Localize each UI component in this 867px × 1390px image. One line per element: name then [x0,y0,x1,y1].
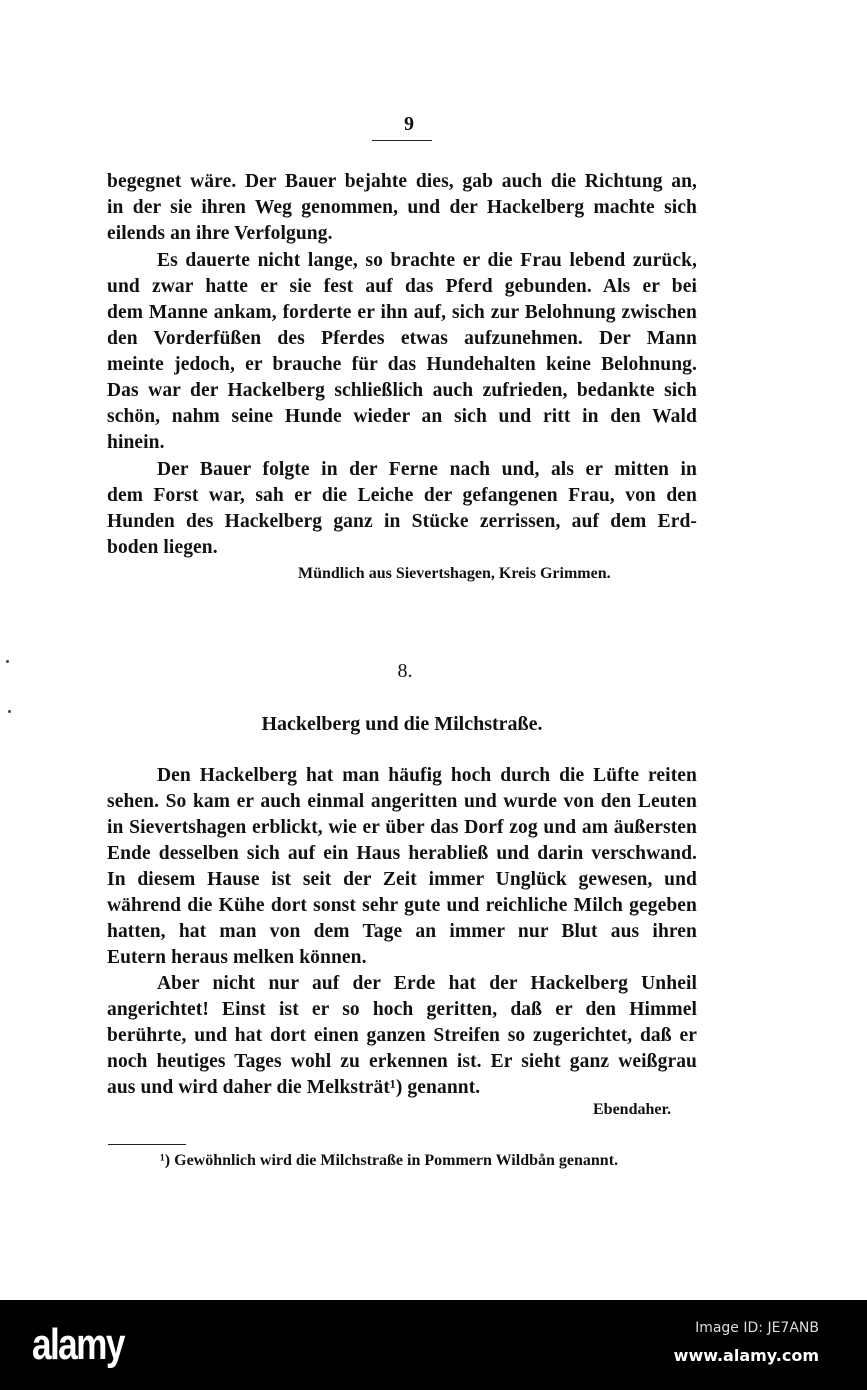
text-line: dem Manne ankam, forderte er ihn auf, sich zur Belohnung zwischen [107,302,697,323]
watermark-bar [0,1300,867,1390]
text-line: begegnet wäre. Der Bauer bejahte dies, gab auch die Richtung an, [107,171,697,192]
text-line: berührte, und hat dort einen ganzen Streifen so zugerichtet, daß er [107,1025,697,1046]
text-line: Der Bauer folgte in der Ferne nach und, als er mitten in [157,459,697,480]
text-line: boden liegen. [107,537,218,558]
text-line: schön, nahm seine Hunde wieder an sich und ritt in den Wald [107,406,697,427]
text-line: Es dauerte nicht lange, so brachte er die Frau lebend zurück, [157,250,697,271]
text-line: Ende desselben sich auf ein Haus herabließ und darin verschwand. [107,843,697,864]
footnote: ¹) Gewöhnlich wird die Milchstraße in Pommern Wildbån genannt. [160,1152,619,1169]
text-line: den Vorderfüßen des Pferdes etwas aufzunehmen. Der Mann [107,328,697,349]
text-line: angerichtet! Einst ist er so hoch geritten, daß er den Himmel [107,999,697,1020]
text-line: in Sievertshagen erblickt, wie er über das Dorf zog und am äußersten [107,817,697,838]
source-attribution: Ebendaher. [593,1101,672,1118]
source-attribution: Mündlich aus Sievertshagen, Kreis Grimmen. [298,565,611,582]
text-line: in der sie ihren Weg genommen, und der Hackelberg machte sich [107,197,697,218]
image-id: Image ID: JE7ANB [695,1320,819,1336]
page-number: 9 [404,113,414,135]
watermark-url: www.alamy.com [673,1346,819,1365]
footnote-rule [108,1144,186,1145]
text-line: Den Hackelberg hat man häufig hoch durch die Lüfte reiten [157,765,697,786]
alamy-logo: alamy [32,1320,124,1369]
section-title: Hackelberg und die Milchstraße. [261,713,543,735]
text-line: In diesem Hause ist seit der Zeit immer Unglück gewesen, und [107,869,697,890]
text-line: dem Forst war, sah er die Leiche der gefangenen Frau, von den [107,485,697,506]
scan-speck [6,660,9,663]
text-line: hinein. [107,432,165,453]
text-line: meinte jedoch, er brauche für das Hundehalten keine Belohnung. [107,354,697,375]
text-line: sehen. So kam er auch einmal angeritten und wurde von den Leuten [107,791,697,812]
text-line: Eutern heraus melken können. [107,947,367,968]
page-number-rule [372,140,432,141]
text-line: noch heutiges Tages wohl zu erkennen ist. Er sieht ganz weißgrau [107,1051,697,1072]
text-line: und zwar hatte er sie fest auf das Pferd gebunden. Als er bei [107,276,697,297]
text-line: hatten, hat man von dem Tage an immer nur Blut aus ihren [107,921,697,942]
text-line: Hunden des Hackelberg ganz in Stücke zerrissen, auf dem Erd- [107,511,697,532]
section-number: 8. [397,660,413,682]
text-line: während die Kühe dort sonst sehr gute und reichliche Milch gegeben [107,895,697,916]
text-line: Das war der Hackelberg schließlich auch zufrieden, bedankte sich [107,380,697,401]
scan-speck [8,710,11,713]
text-line: eilends an ihre Verfolgung. [107,223,333,244]
text-line: aus und wird daher die Melksträt¹) genannt. [107,1077,481,1098]
text-line: Aber nicht nur auf der Erde hat der Hackelberg Unheil [157,973,697,994]
